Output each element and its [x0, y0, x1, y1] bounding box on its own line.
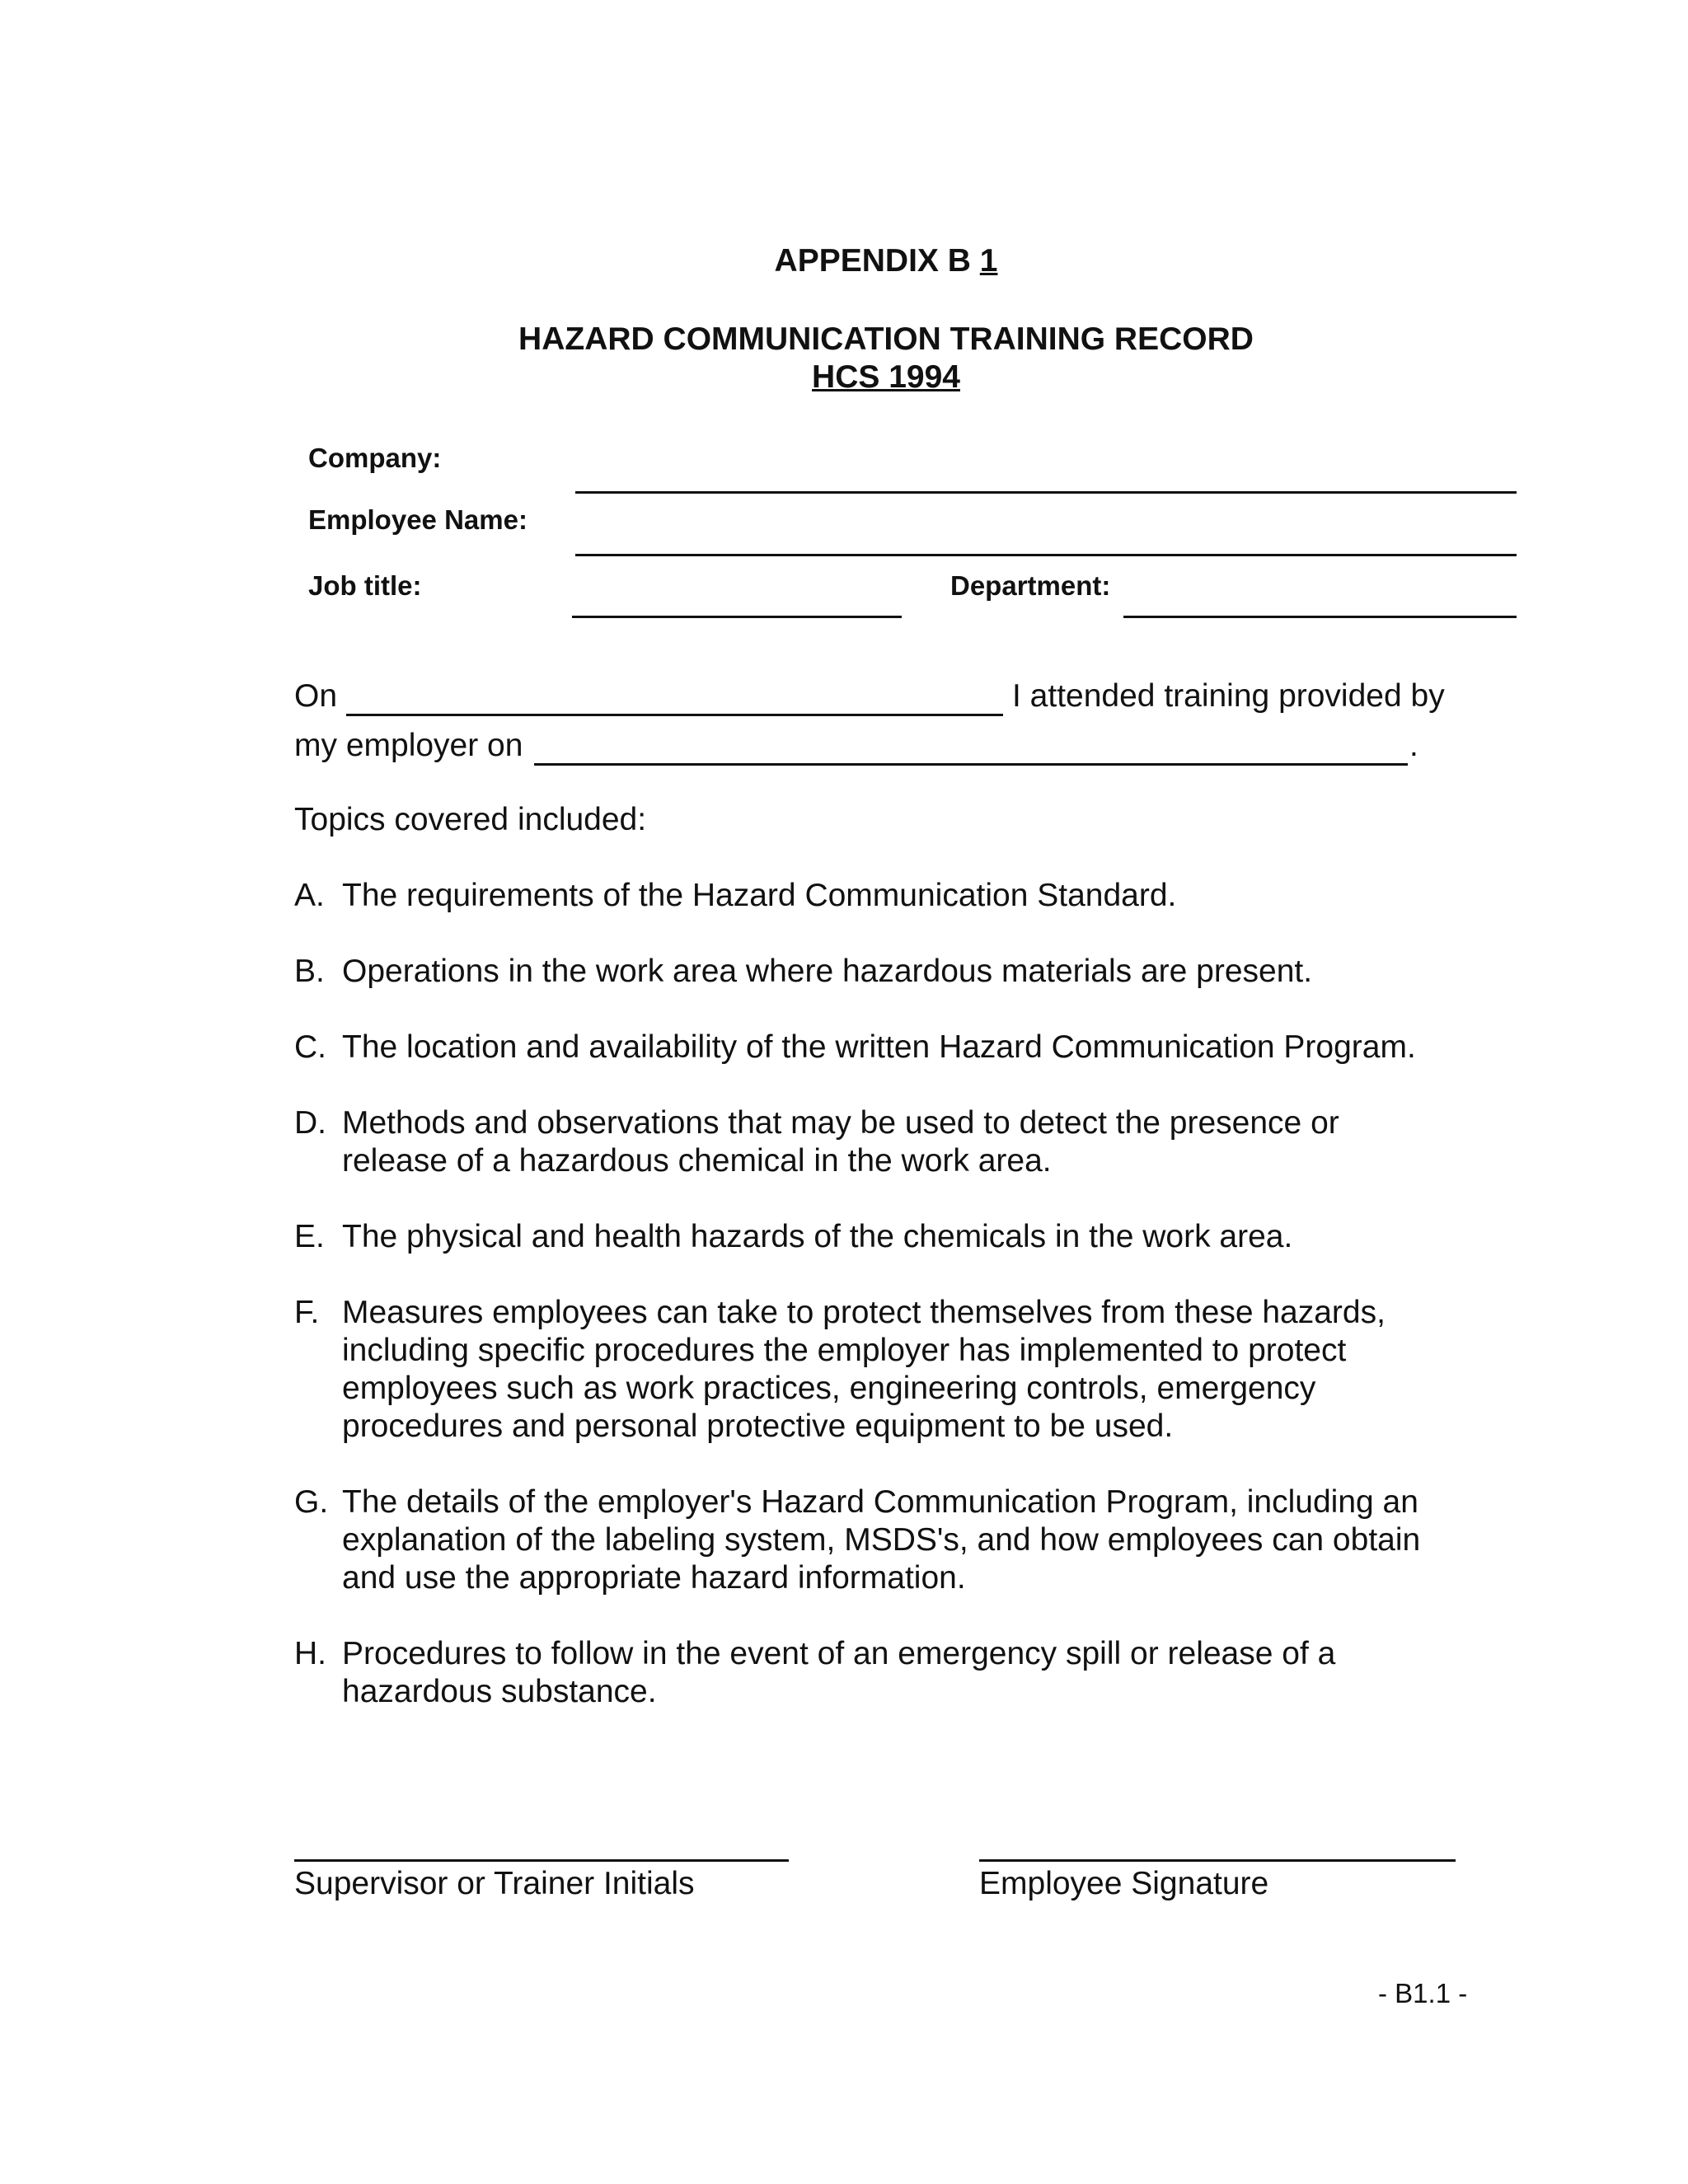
topic-letter: G. [294, 1484, 329, 1520]
topic-item-c [294, 1029, 1531, 1066]
employee-name-field-line[interactable] [575, 554, 1517, 556]
topic-letter: F. [294, 1295, 320, 1330]
topic-item-d [294, 1104, 1399, 1180]
employee-signature-line[interactable] [979, 1859, 1456, 1862]
supervisor-initials-label: Supervisor or Trainer Initials [294, 1866, 695, 1901]
job-title-field-line[interactable] [572, 616, 902, 618]
record-title: HAZARD COMMUNICATION TRAINING RECORD [518, 321, 1254, 357]
company-label: Company: [308, 443, 442, 473]
employer-date-field-line[interactable] [534, 763, 1408, 766]
statement-period: . [1409, 728, 1418, 763]
topic-item-e [294, 1218, 1498, 1256]
topic-text: The requirements of the Hazard Communication Standard. [342, 878, 1177, 913]
topic-item-f [294, 1294, 1432, 1446]
job-title-label: Job title: [308, 570, 422, 601]
topic-letter: H. [294, 1636, 326, 1671]
topic-letter: E. [294, 1219, 325, 1254]
supervisor-initials-line[interactable] [294, 1859, 789, 1862]
topic-item-b [294, 953, 1498, 991]
topic-letter: B. [294, 954, 325, 989]
topic-text: Methods and observations that may be used to detect the presence or release of a hazardous chemical in the work area. [342, 1105, 1339, 1179]
topic-letter: A. [294, 878, 325, 913]
appendix-prefix: APPENDIX B [774, 243, 971, 279]
department-label: Department: [950, 570, 1111, 601]
employer-on-label: my employer on [294, 728, 523, 763]
record-subtitle [0, 359, 1688, 396]
topic-text: The physical and health hazards of the chemicals in the work area. [342, 1219, 1293, 1254]
attended-text: I attended training provided by [1012, 678, 1445, 714]
record-subtitle-text: HCS 1994 [812, 359, 960, 395]
topic-letter: C. [294, 1029, 326, 1065]
topics-intro: Topics covered included: [294, 802, 647, 837]
topic-letter: D. [294, 1105, 326, 1141]
company-field-line[interactable] [575, 491, 1517, 494]
topic-item-h [294, 1635, 1399, 1711]
topic-item-g [294, 1483, 1448, 1597]
appendix-heading [0, 243, 1688, 279]
employee-name-label: Employee Name: [308, 504, 528, 535]
employee-signature-label: Employee Signature [979, 1866, 1269, 1901]
topic-text: Operations in the work area where hazardous materials are present. [342, 954, 1313, 989]
topic-text: The location and availability of the written Hazard Communication Program. [342, 1029, 1416, 1065]
topic-item-a [294, 877, 1498, 915]
topic-text: Measures employees can take to protect themselves from these hazards, including specific procedures the employer has implemented to protect employees such as work practices, engineering controls, emergency procedures and personal protective equipment to be used. [342, 1295, 1386, 1444]
appendix-number: 1 [979, 243, 998, 279]
on-label: On [294, 678, 338, 714]
page-number: - B1.1 - [1378, 1978, 1468, 2008]
training-date-field-line[interactable] [346, 714, 1003, 716]
department-field-line[interactable] [1123, 616, 1517, 618]
topic-text: Procedures to follow in the event of an emergency spill or release of a hazardous substance. [342, 1636, 1336, 1709]
topic-text: The details of the employer's Hazard Communication Program, including an explanation of the labeling system, MSDS's, and how employees can obtain and use the appropriate hazard information. [342, 1484, 1421, 1596]
